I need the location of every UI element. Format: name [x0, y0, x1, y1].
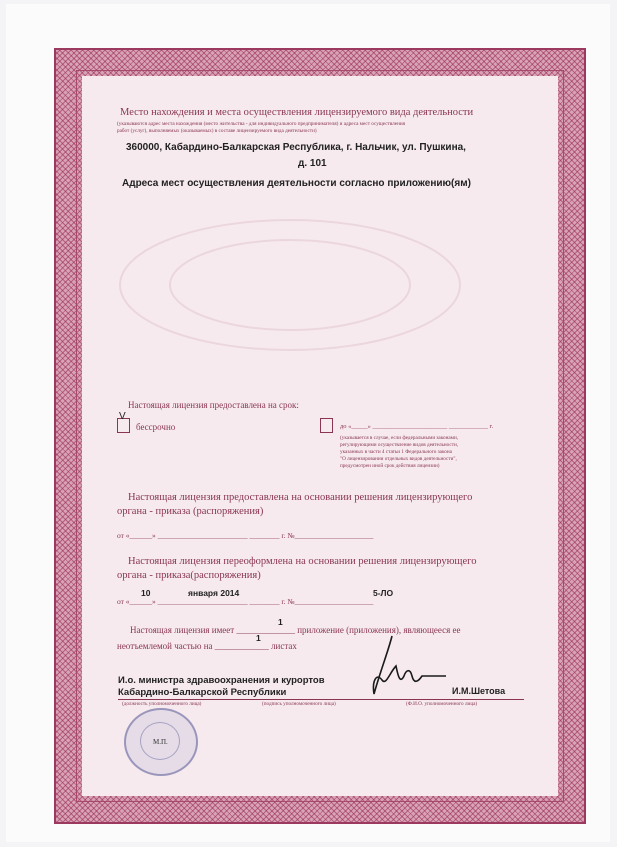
address-appendix: Адреса мест осуществления деятельности согласно приложению(ям) — [122, 178, 471, 189]
handwritten-signature — [360, 632, 450, 702]
until-note-2: регулирующими осуществление видов деятельности, — [340, 442, 459, 448]
until-note-4: "О лицензировании отдельных видов деятельности", — [340, 456, 457, 462]
annex-count: 1 — [278, 617, 283, 627]
until-note-3: указанных в части 4 статьи 1 Федерального закона — [340, 449, 452, 455]
reissue-line-1: Настоящая лицензия переоформлена на основании решения лицензирующего — [128, 556, 477, 567]
signature-rule — [118, 699, 524, 700]
background-ornament — [110, 210, 470, 360]
reissue-date-line: от «______» ________________________ ________ г. №_____________________ — [117, 597, 374, 606]
signatory-name: И.М.Шетова — [452, 686, 506, 696]
grant-line-2: органа - приказа (распоряжения) — [117, 506, 264, 517]
signatory-position-1: И.о. министра здравоохранения и курортов — [118, 675, 325, 686]
stamp-label: М.П. — [153, 738, 168, 746]
signatory-position-2: Кабардино-Балкарской Республики — [118, 687, 287, 698]
header-note-1: (указываются адрес места нахождения (место жительства - для индивидуального предпринимателя) и адреса мест осуществления — [117, 121, 406, 127]
perpetual-label: бессрочно — [136, 422, 176, 432]
caption-signature: (подпись уполномоченного лица) — [262, 701, 336, 707]
grant-line-1: Настоящая лицензия предоставлена на основании решения лицензирующего — [128, 492, 473, 503]
until-note-5: предусмотрен иной срок действия лицензии) — [340, 463, 440, 469]
header-note-2: работ (услуг), выполняемых (оказываемых) в составе лицензируемого вида деятельности) — [117, 128, 317, 134]
until-label: до «_____» _______________________ ____________ г. — [340, 423, 494, 430]
reissue-line-2: органа - приказа(распоряжения) — [117, 570, 261, 581]
check-mark: V — [119, 411, 126, 422]
address-line-2: д. 101 — [298, 158, 327, 169]
until-note-1: (указывается в случае, если федеральными законами, — [340, 435, 459, 441]
annex-sheets: 1 — [256, 633, 261, 643]
annex-line-1: Настоящая лицензия имеет _____________ приложение (приложения), являющееся ее — [130, 625, 461, 635]
caption-position: (должность уполномоченного лица) — [122, 701, 202, 707]
reissue-day: 10 — [141, 588, 151, 598]
term-heading: Настоящая лицензия предоставлена на срок: — [128, 400, 299, 410]
caption-name: (Ф.И.О. уполномоченного лица) — [406, 701, 478, 707]
address-line-1: 360000, Кабардино-Балкарская Республика, г. Нальчик, ул. Пушкина, — [126, 142, 466, 153]
reissue-number: 5-ЛО — [373, 588, 394, 598]
reissue-month-year: января 2014 — [188, 588, 240, 598]
grant-date-line: от «______» ________________________ ________ г. №_____________________ — [117, 531, 374, 540]
annex-line-2: неотъемлемой частью на ____________ листах — [117, 641, 297, 651]
header-title: Место нахождения и места осуществления лицензируемого вида деятельности — [120, 107, 474, 118]
until-checkbox — [320, 418, 333, 433]
